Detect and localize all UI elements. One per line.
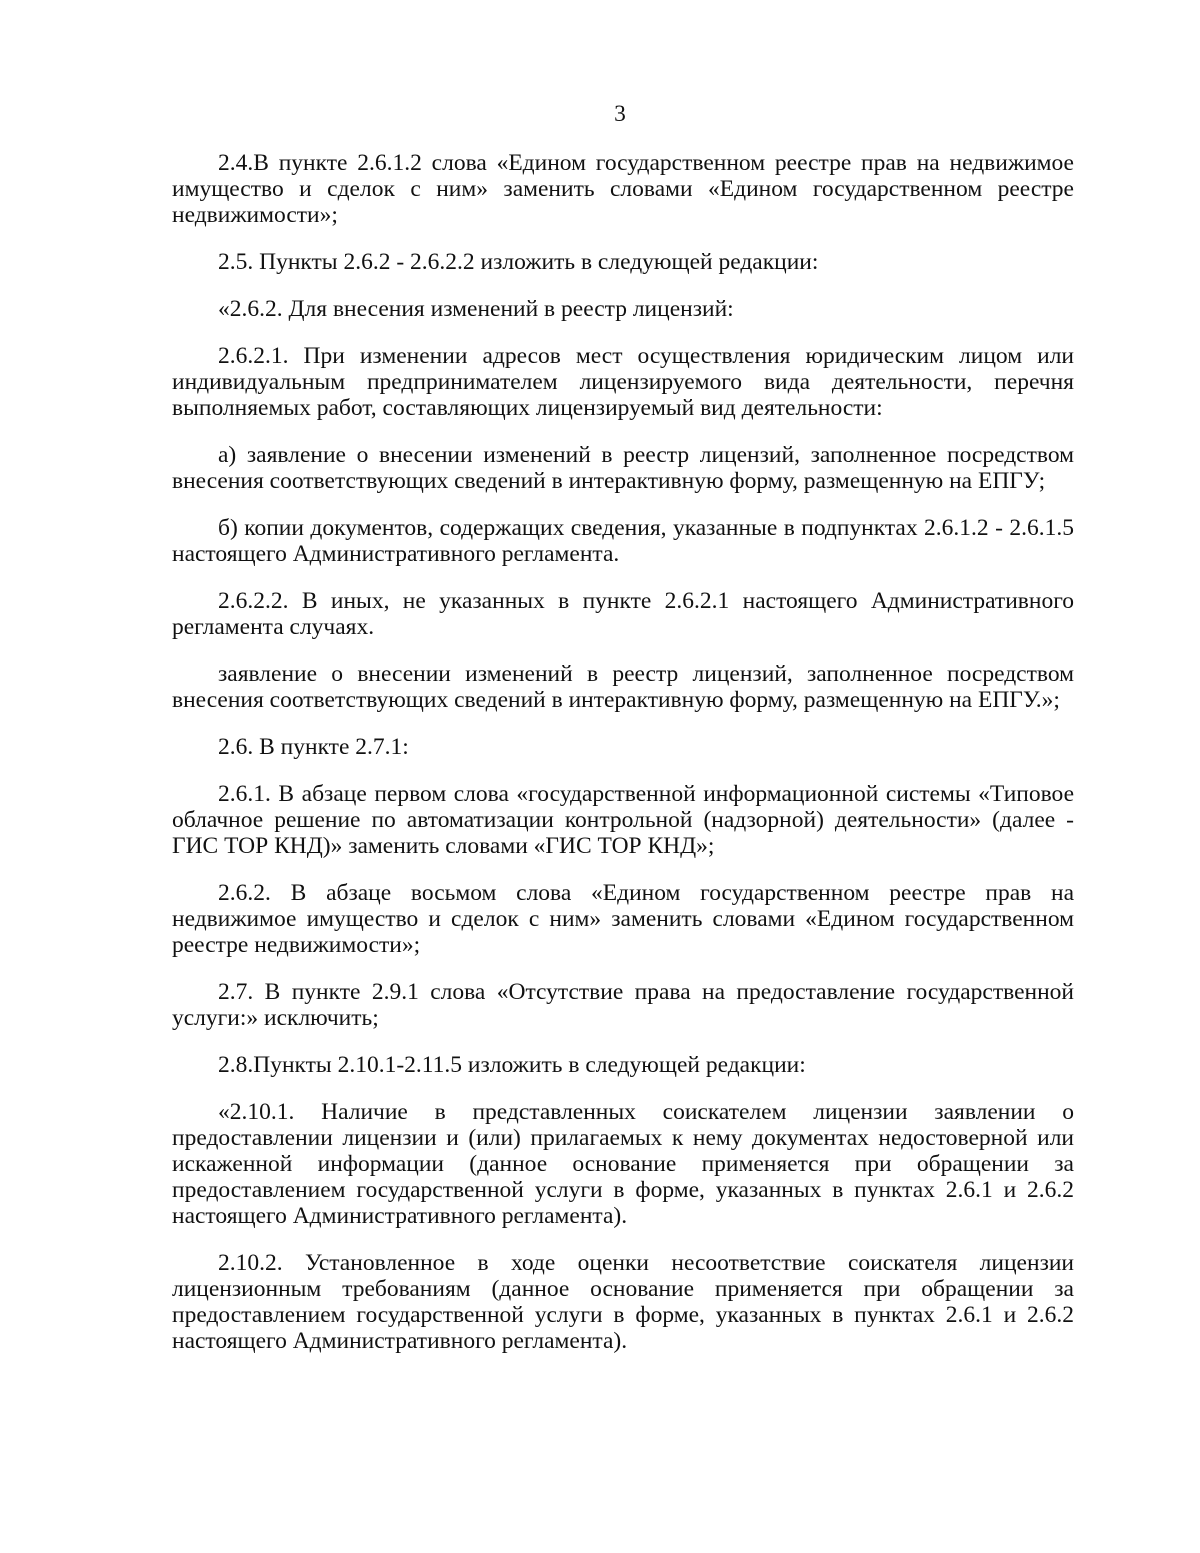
paragraph-2-7: 2.7. В пункте 2.9.1 слова «Отсутствие права на предоставление государственной услуги:» исключить; xyxy=(172,979,1074,1031)
page-number: 3 xyxy=(614,101,626,127)
paragraph-2-8: 2.8.Пункты 2.10.1-2.11.5 изложить в следующей редакции: xyxy=(218,1052,806,1078)
paragraph-2-4: 2.4.В пункте 2.6.1.2 слова «Едином государственном реестре прав на недвижимое имущество и сделок с ним» заменить словами «Едином государственном реестре недвижимости»; xyxy=(172,150,1074,228)
paragraph-item-a: а) заявление о внесении изменений в реестр лицензий, заполненное посредством внесения соответствующих сведений в интерактивную форму, размещенную на ЕПГУ; xyxy=(172,442,1074,494)
paragraph-2-6: 2.6. В пункте 2.7.1: xyxy=(218,734,409,760)
paragraph-2-6-1: 2.6.1. В абзаце первом слова «государственной информационной системы «Типовое облачное решение по автоматизации контрольной (надзорной) деятельности» (далее - ГИС ТОР КНД)» заменить словами «ГИС ТОР КНД»; xyxy=(172,781,1074,859)
paragraph-2-6-2: «2.6.2. Для внесения изменений в реестр лицензий: xyxy=(218,296,734,322)
paragraph-2-6-2-1: 2.6.2.1. При изменении адресов мест осуществления юридическим лицом или индивидуальным предпринимателем лицензируемого вида деятельности, перечня выполняемых работ, составляющих лицензируемый вид деятельности: xyxy=(172,343,1074,421)
paragraph-application: заявление о внесении изменений в реестр лицензий, заполненное посредством внесения соответствующих сведений в интерактивную форму, размещенную на ЕПГУ.»; xyxy=(172,661,1074,713)
paragraph-2-5: 2.5. Пункты 2.6.2 - 2.6.2.2 изложить в следующей редакции: xyxy=(218,249,819,275)
paragraph-2-6-2-b: 2.6.2. В абзаце восьмом слова «Едином государственном реестре прав на недвижимое имущество и сделок с ним» заменить словами «Едином государственном реестре недвижимости»; xyxy=(172,880,1074,958)
paragraph-2-6-2-2: 2.6.2.2. В иных, не указанных в пункте 2.6.2.1 настоящего Административного регламента случаях. xyxy=(172,588,1074,640)
paragraph-2-10-2: 2.10.2. Установленное в ходе оценки несоответствие соискателя лицензии лицензионным требованиям (данное основание применяется при обращении за предоставлением государственной услуги в форме, указанных в пунктах 2.6.1 и 2.6.2 настоящего Административного регламента). xyxy=(172,1250,1074,1354)
document-body xyxy=(172,150,1074,1375)
paragraph-item-b: б) копии документов, содержащих сведения, указанные в подпунктах 2.6.1.2 - 2.6.1.5 настоящего Административного регламента. xyxy=(172,515,1074,567)
paragraph-2-10-1: «2.10.1. Наличие в представленных соискателем лицензии заявлении о предоставлении лицензии и (или) прилагаемых к нему документах недостоверной или искаженной информации (данное основание применяется при обращении за предоставлением государственной услуги в форме, указанных в пунктах 2.6.1 и 2.6.2 настоящего Административного регламента). xyxy=(172,1099,1074,1229)
